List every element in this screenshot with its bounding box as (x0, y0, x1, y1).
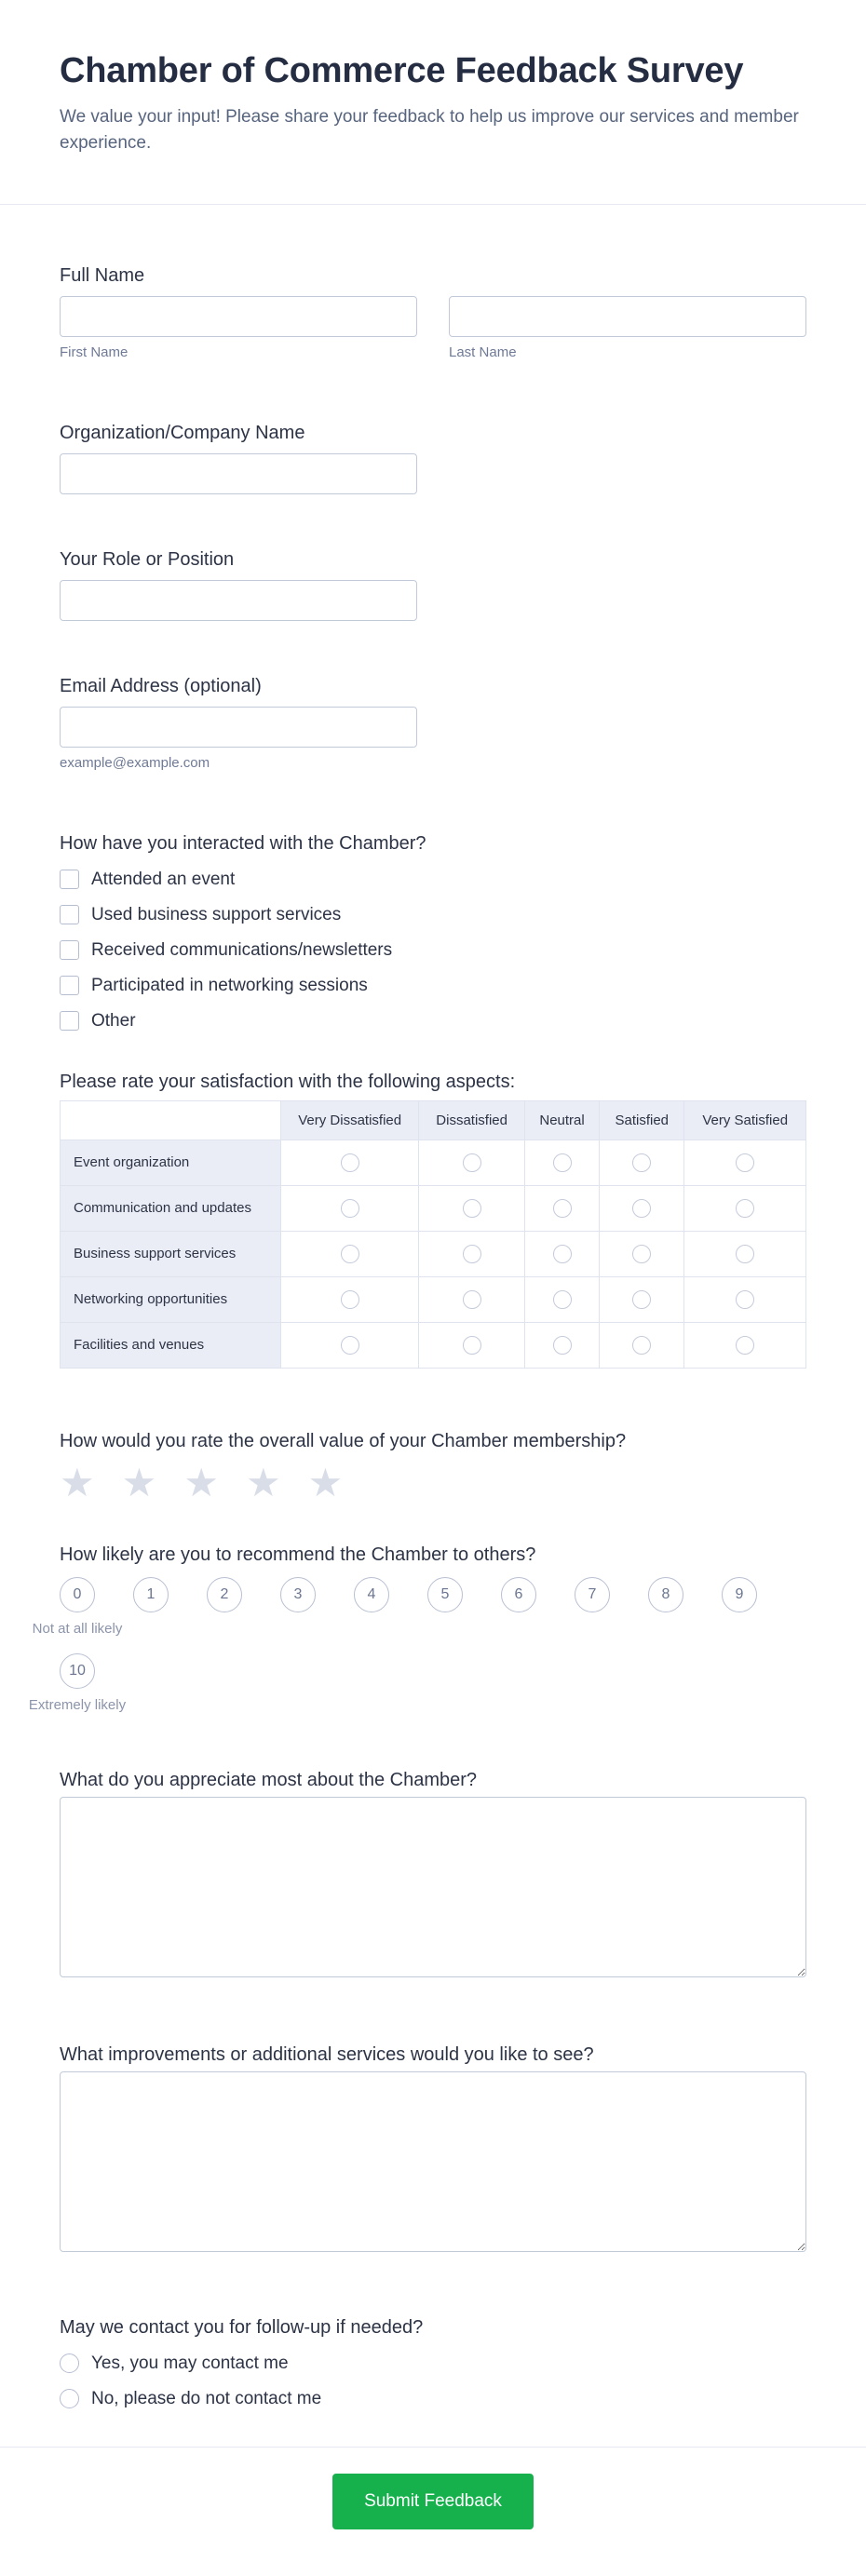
nps-scale (28, 1577, 806, 1730)
nps-option-4[interactable] (354, 1577, 389, 1612)
checkbox-option-communications[interactable] (60, 940, 392, 961)
full-name-label: Full Name (60, 264, 145, 286)
field-recommend (28, 1542, 806, 1730)
appreciate-label: What do you appreciate most about the Chamber? (60, 1769, 478, 1790)
organization-label: Organization/Company Name (60, 422, 305, 443)
option-label: Other (91, 1010, 136, 1031)
submit-button[interactable]: Submit Feedback (332, 2474, 534, 2529)
last-name-input[interactable] (449, 296, 806, 337)
checkbox-option-other[interactable] (60, 1011, 136, 1032)
matrix-column-header: Dissatisfied (419, 1100, 525, 1140)
nps-option-9[interactable] (722, 1577, 757, 1612)
nps-option-6[interactable] (501, 1577, 536, 1612)
option-label: Used business support services (91, 904, 342, 924)
matrix-row-label: Facilities and venues (61, 1322, 281, 1368)
star-icon[interactable]: ★ (121, 1460, 157, 1504)
matrix-row-event-organization (61, 1140, 806, 1185)
field-membership-value (60, 1428, 806, 1503)
email-sublabel: example@example.com (60, 754, 210, 771)
matrix-radio[interactable] (632, 1290, 651, 1309)
matrix-radio[interactable] (341, 1153, 359, 1172)
field-full-name (60, 263, 806, 360)
matrix-column-header: Very Satisfied (684, 1100, 806, 1140)
matrix-radio[interactable] (463, 1153, 481, 1172)
matrix-corner-cell (61, 1100, 281, 1140)
nps-option-10[interactable] (28, 1653, 127, 1713)
nps-circle[interactable]: 2 (207, 1577, 242, 1612)
nps-circle[interactable]: 5 (427, 1577, 463, 1612)
field-role (60, 546, 806, 621)
matrix-radio[interactable] (553, 1245, 572, 1263)
checkbox-option-attended-event[interactable] (60, 870, 235, 890)
nps-circle[interactable]: 7 (575, 1577, 610, 1612)
role-input[interactable] (60, 580, 417, 621)
nps-circle[interactable]: 1 (133, 1577, 169, 1612)
nps-option-7[interactable] (575, 1577, 610, 1612)
matrix-radio[interactable] (736, 1153, 754, 1172)
option-label: Received communications/newsletters (91, 939, 393, 960)
nps-option-0[interactable] (32, 1577, 123, 1637)
field-interaction (60, 830, 806, 1032)
field-organization (60, 420, 806, 494)
matrix-radio[interactable] (632, 1245, 651, 1263)
matrix-radio[interactable] (553, 1153, 572, 1172)
checkbox-icon[interactable] (60, 1011, 79, 1031)
form-body (0, 205, 866, 2409)
matrix-radio[interactable] (736, 1199, 754, 1218)
matrix-row-label: Business support services (61, 1231, 281, 1276)
first-name-input[interactable] (60, 296, 417, 337)
radio-icon[interactable] (60, 2353, 79, 2373)
appreciate-textarea[interactable] (60, 1797, 806, 1977)
nps-circle[interactable]: 3 (280, 1577, 316, 1612)
email-label: Email Address (optional) (60, 675, 262, 696)
matrix-row-business-support (61, 1231, 806, 1276)
matrix-row-label: Communication and updates (61, 1185, 281, 1231)
matrix-radio[interactable] (341, 1290, 359, 1309)
field-contact-permission (60, 2314, 806, 2409)
nps-option-8[interactable] (648, 1577, 683, 1612)
matrix-radio[interactable] (463, 1199, 481, 1218)
matrix-column-header: Very Dissatisfied (281, 1100, 419, 1140)
matrix-radio[interactable] (341, 1336, 359, 1355)
interaction-label: How have you interacted with the Chamber? (60, 832, 426, 854)
nps-max-label: Extremely likely (28, 1696, 127, 1713)
radio-icon[interactable] (60, 2389, 79, 2408)
nps-circle[interactable]: 6 (501, 1577, 536, 1612)
nps-min-label: Not at all likely (32, 1620, 123, 1637)
star-icon[interactable]: ★ (245, 1460, 281, 1504)
star-icon[interactable]: ★ (307, 1460, 344, 1504)
improvements-label: What improvements or additional services would you like to see? (60, 2043, 594, 2065)
nps-option-2[interactable] (207, 1577, 242, 1612)
matrix-radio[interactable] (632, 1153, 651, 1172)
matrix-column-header: Neutral (525, 1100, 600, 1140)
field-email (60, 673, 806, 771)
matrix-radio[interactable] (736, 1336, 754, 1355)
nps-circle[interactable]: 9 (722, 1577, 757, 1612)
satisfaction-label: Please rate your satisfaction with the following aspects: (60, 1071, 516, 1092)
improvements-textarea[interactable] (60, 2071, 806, 2252)
satisfaction-matrix-table (60, 1100, 806, 1369)
checkbox-icon[interactable] (60, 940, 79, 960)
form-header (0, 0, 866, 157)
field-improvements (60, 2042, 806, 2257)
matrix-row-networking (61, 1276, 806, 1322)
star-icon[interactable]: ★ (60, 1460, 95, 1504)
radio-option-contact-yes[interactable] (60, 2353, 289, 2374)
matrix-column-header: Satisfied (600, 1100, 684, 1140)
star-rating (60, 1460, 806, 1504)
checkbox-option-networking[interactable] (60, 976, 368, 996)
nps-option-1[interactable] (133, 1577, 169, 1612)
submit-area (0, 2448, 866, 2575)
option-label: No, please do not contact me (91, 2388, 322, 2408)
field-appreciate (60, 1767, 806, 1982)
option-label: Participated in networking sessions (91, 975, 368, 995)
star-icon[interactable]: ★ (183, 1460, 219, 1504)
matrix-radio[interactable] (341, 1245, 359, 1263)
form-subtitle: We value your input! Please share your feedback to help us improve our services and member experience. (60, 106, 799, 154)
form-title: Chamber of Commerce Feedback Survey (60, 51, 744, 90)
first-name-sublabel: First Name (60, 344, 129, 360)
matrix-row-communication (61, 1185, 806, 1231)
matrix-radio[interactable] (553, 1199, 572, 1218)
matrix-radio[interactable] (553, 1290, 572, 1309)
membership-value-label: How would you rate the overall value of your Chamber membership? (60, 1430, 627, 1451)
nps-circle[interactable]: 10 (60, 1653, 95, 1689)
matrix-radio[interactable] (463, 1245, 481, 1263)
checkbox-option-support-services[interactable] (60, 905, 341, 925)
organization-input[interactable] (60, 453, 417, 494)
matrix-radio[interactable] (341, 1199, 359, 1218)
matrix-row-label: Event organization (61, 1140, 281, 1185)
email-input[interactable] (60, 707, 417, 748)
nps-circle[interactable]: 0 (60, 1577, 95, 1612)
matrix-radio[interactable] (736, 1290, 754, 1309)
matrix-radio[interactable] (736, 1245, 754, 1263)
role-label: Your Role or Position (60, 548, 235, 570)
matrix-radio[interactable] (632, 1199, 651, 1218)
matrix-row-facilities (61, 1322, 806, 1368)
last-name-sublabel: Last Name (449, 344, 517, 360)
nps-circle[interactable]: 4 (354, 1577, 389, 1612)
nps-circle[interactable]: 8 (648, 1577, 683, 1612)
matrix-radio[interactable] (553, 1336, 572, 1355)
option-label: Yes, you may contact me (91, 2353, 289, 2373)
checkbox-icon[interactable] (60, 870, 79, 889)
option-label: Attended an event (91, 869, 236, 889)
matrix-row-label: Networking opportunities (61, 1276, 281, 1322)
matrix-radio[interactable] (632, 1336, 651, 1355)
checkbox-icon[interactable] (60, 905, 79, 924)
radio-option-contact-no[interactable] (60, 2389, 321, 2409)
field-satisfaction-matrix (60, 1069, 806, 1369)
checkbox-icon[interactable] (60, 976, 79, 995)
nps-option-3[interactable] (280, 1577, 316, 1612)
recommend-label: How likely are you to recommend the Chamber to others? (60, 1544, 536, 1565)
nps-option-5[interactable] (427, 1577, 463, 1612)
matrix-radio[interactable] (463, 1290, 481, 1309)
contact-permission-label: May we contact you for follow-up if needed? (60, 2316, 424, 2338)
matrix-radio[interactable] (463, 1336, 481, 1355)
